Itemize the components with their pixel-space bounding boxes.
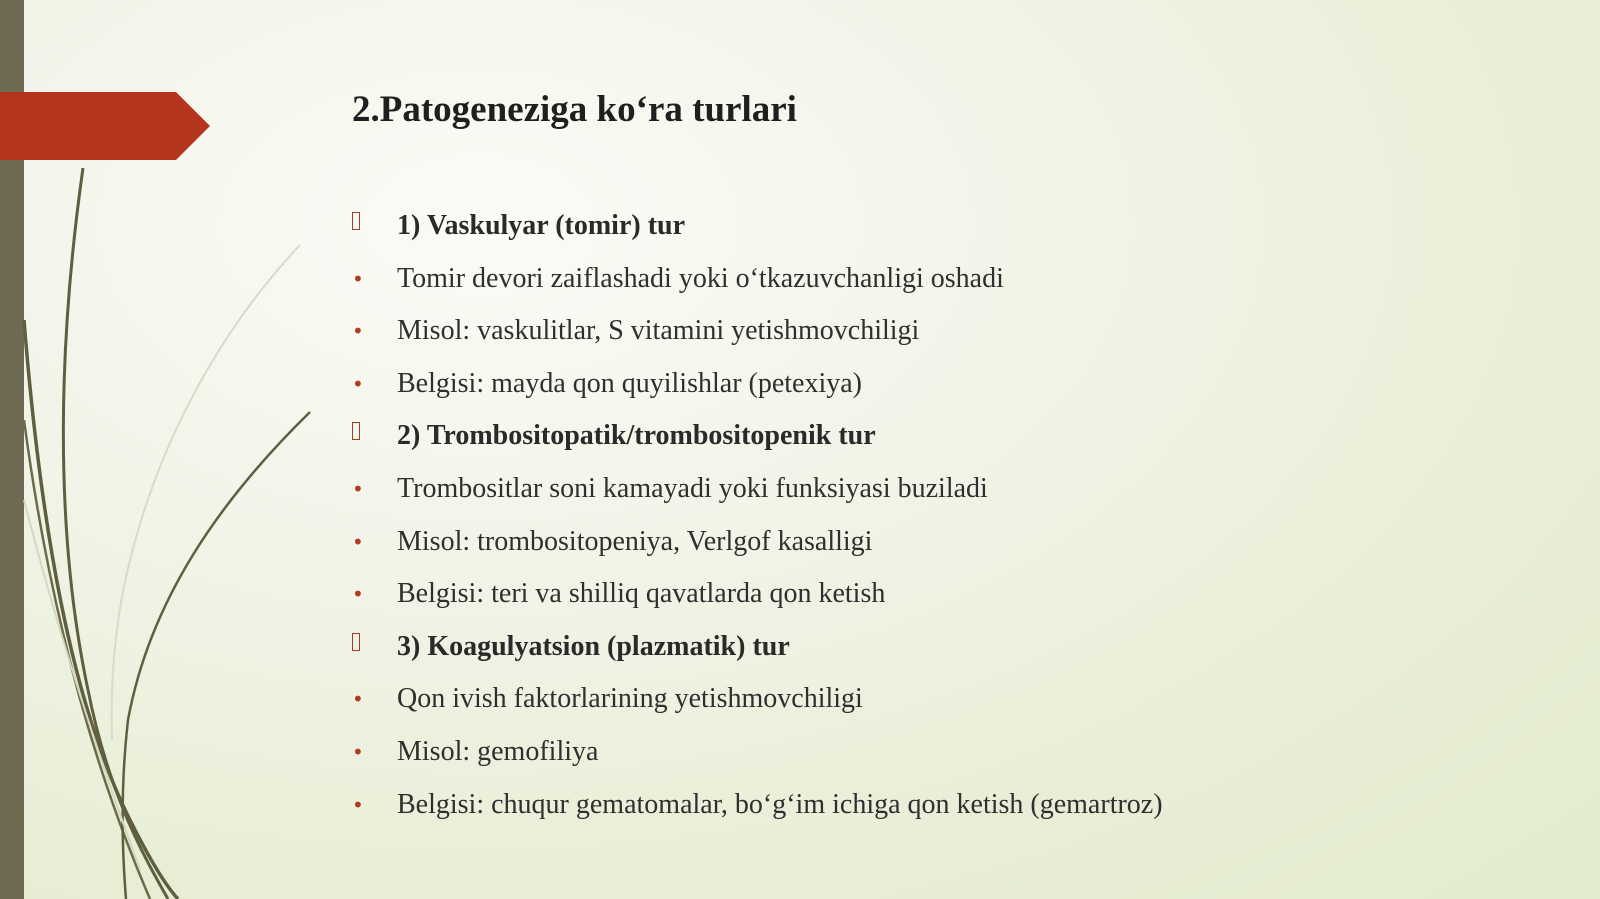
section-heading-text: 3) Koagulyatsion (plazmatik) tur [397,630,790,662]
bullet-text: Misol: trombositopeniya, Verlgof kasalligi [397,525,873,557]
bullet-text: Belgisi: chuqur gematomalar, bo‘g‘im ichiga qon ketish (gemartroz) [397,788,1163,820]
red-arrow-banner [0,92,210,160]
bullet-item [352,253,1163,306]
bullet-item [352,305,1163,358]
box-icon [352,633,360,651]
section-heading-item [352,621,1163,674]
section-heading-text: 2) Trombositopatik/trombositopenik tur [397,420,876,452]
bullet-text: Tomir devori zaiflashadi yoki o‘tkazuvchanligi oshadi [397,262,1004,294]
dot-icon: • [352,266,364,291]
dot-icon: • [352,371,364,396]
bullet-text: Belgisi: mayda qon quyilishlar (petexiya) [397,367,863,399]
bullet-item [352,568,1163,621]
bullet-item [352,358,1163,411]
bullet-item [352,516,1163,569]
dot-icon: • [352,476,364,501]
bullet-list [352,200,1163,831]
bullet-text: Belgisi: teri va shilliq qavatlarda qon ketish [397,578,886,610]
bullet-item [352,673,1163,726]
bullet-text: Trombositlar soni kamayadi yoki funksiyasi buziladi [397,472,988,504]
section-heading-item [352,410,1163,463]
dot-icon: • [352,739,364,764]
dot-icon: • [352,582,364,607]
bullet-item [352,726,1163,779]
bullet-item [352,779,1163,832]
section-heading-item [352,200,1163,253]
bullet-item [352,463,1163,516]
dot-icon: • [352,529,364,554]
box-icon [352,422,360,440]
box-icon [352,212,360,230]
bullet-text: Qon ivish faktorlarining yetishmovchiligi [397,683,863,715]
dot-icon: • [352,319,364,344]
dot-icon: • [352,792,364,817]
section-heading-text: 1) Vaskulyar (tomir) tur [397,210,686,241]
slide-title: 2.Patogeneziga ko‘ra turlari [352,89,797,130]
bullet-text: Misol: gemofiliya [397,735,599,767]
bullet-text: Misol: vaskulitlar, S vitamini yetishmovchiligi [397,315,920,347]
dot-icon: • [352,687,364,712]
